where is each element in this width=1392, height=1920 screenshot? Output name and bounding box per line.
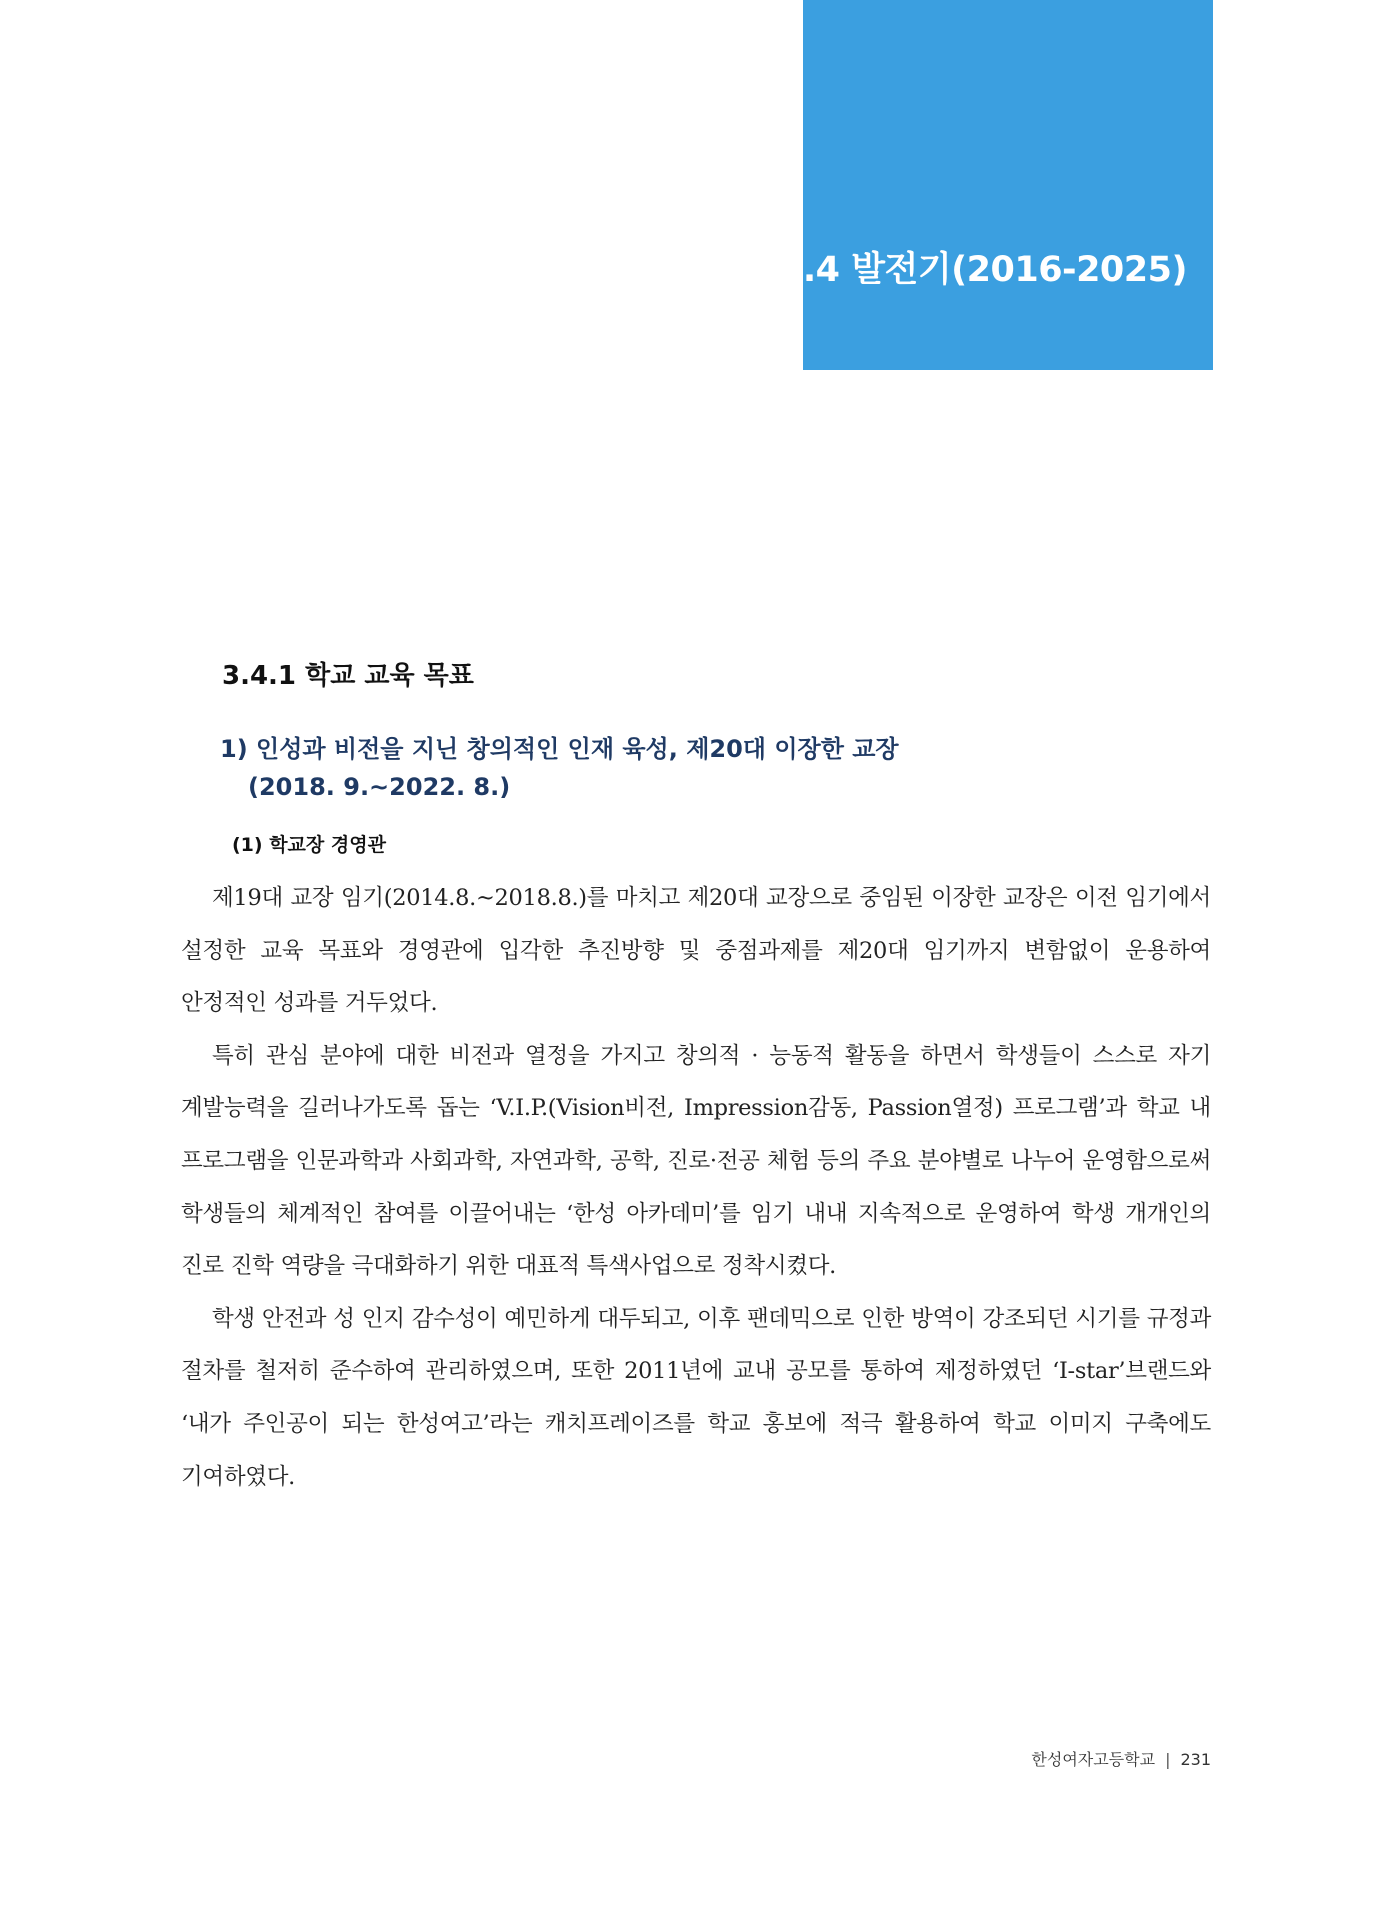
footer-school-name: 한성여자고등학교 [1031, 1750, 1156, 1769]
subsection-title [220, 730, 899, 806]
paragraph-1: 제19대 교장 임기(2014.8.~2018.8.)를 마치고 제20대 교장으로 중임된 이장한 교장은 이전 임기에서 설정한 교육 목표와 경영관에 입각한 추진방향 및 중점과제를 제20대 임기까지 변함없이 운용하여 안정적인 성과를 거두었다. [181, 885, 1211, 1017]
chapter-header-box [779, 0, 1213, 370]
body-text [181, 872, 1211, 1503]
page-footer [1031, 1747, 1211, 1770]
subsubsection-title: (1) 학교장 경영관 [232, 834, 386, 856]
page-number: 231 [1180, 1750, 1211, 1769]
subsection-title-line1: 1) 인성과 비전을 지닌 창의적인 인재 육성, 제20대 이장한 교장 [220, 735, 899, 763]
paragraph-3: 학생 안전과 성 인지 감수성이 예민하게 대두되고, 이후 팬데믹으로 인한 방역이 강조되던 시기를 규정과 절차를 철저히 준수하여 관리하였으며, 또한 2011년에 교내 공모를 통하여 제정하였던 ‘I-star’브랜드와 ‘내가 주인공이 되는 한성여고’라는 캐치프레이즈를 학교 홍보에 적극 활용하여 학교 이미지 구축에도 기여하였다. [181, 1305, 1211, 1490]
footer-separator: | [1165, 1750, 1171, 1769]
subsection-title-line2: (2018. 9.~2022. 8.) [248, 773, 511, 801]
paragraph-2: 특히 관심 분야에 대한 비전과 열정을 가지고 창의적 · 능동적 활동을 하면서 학생들이 스스로 자기 계발능력을 길러나가도록 돕는 ‘V.I.P.(Vision비전, Impression감동, Passion열정) 프로그램’과 학교 내 프로그램을 인문과학과 사회과학, 자연과학, 공학, 진로·전공 체험 등의 주요 분야별로 나누어 운영함으로써 학생들의 체계적인 참여를 이끌어내는 ‘한성 아카데미’를 임기 내내 지속적으로 운영하여 학생 개개인의 진로 진학 역량을 극대화하기 위한 대표적 특색사업으로 정착시켰다. [181, 1042, 1211, 1280]
section-title: 3.4.1 학교 교육 목표 [222, 661, 474, 691]
chapter-title: 3.4 발전기(2016-2025) [779, 250, 1187, 290]
